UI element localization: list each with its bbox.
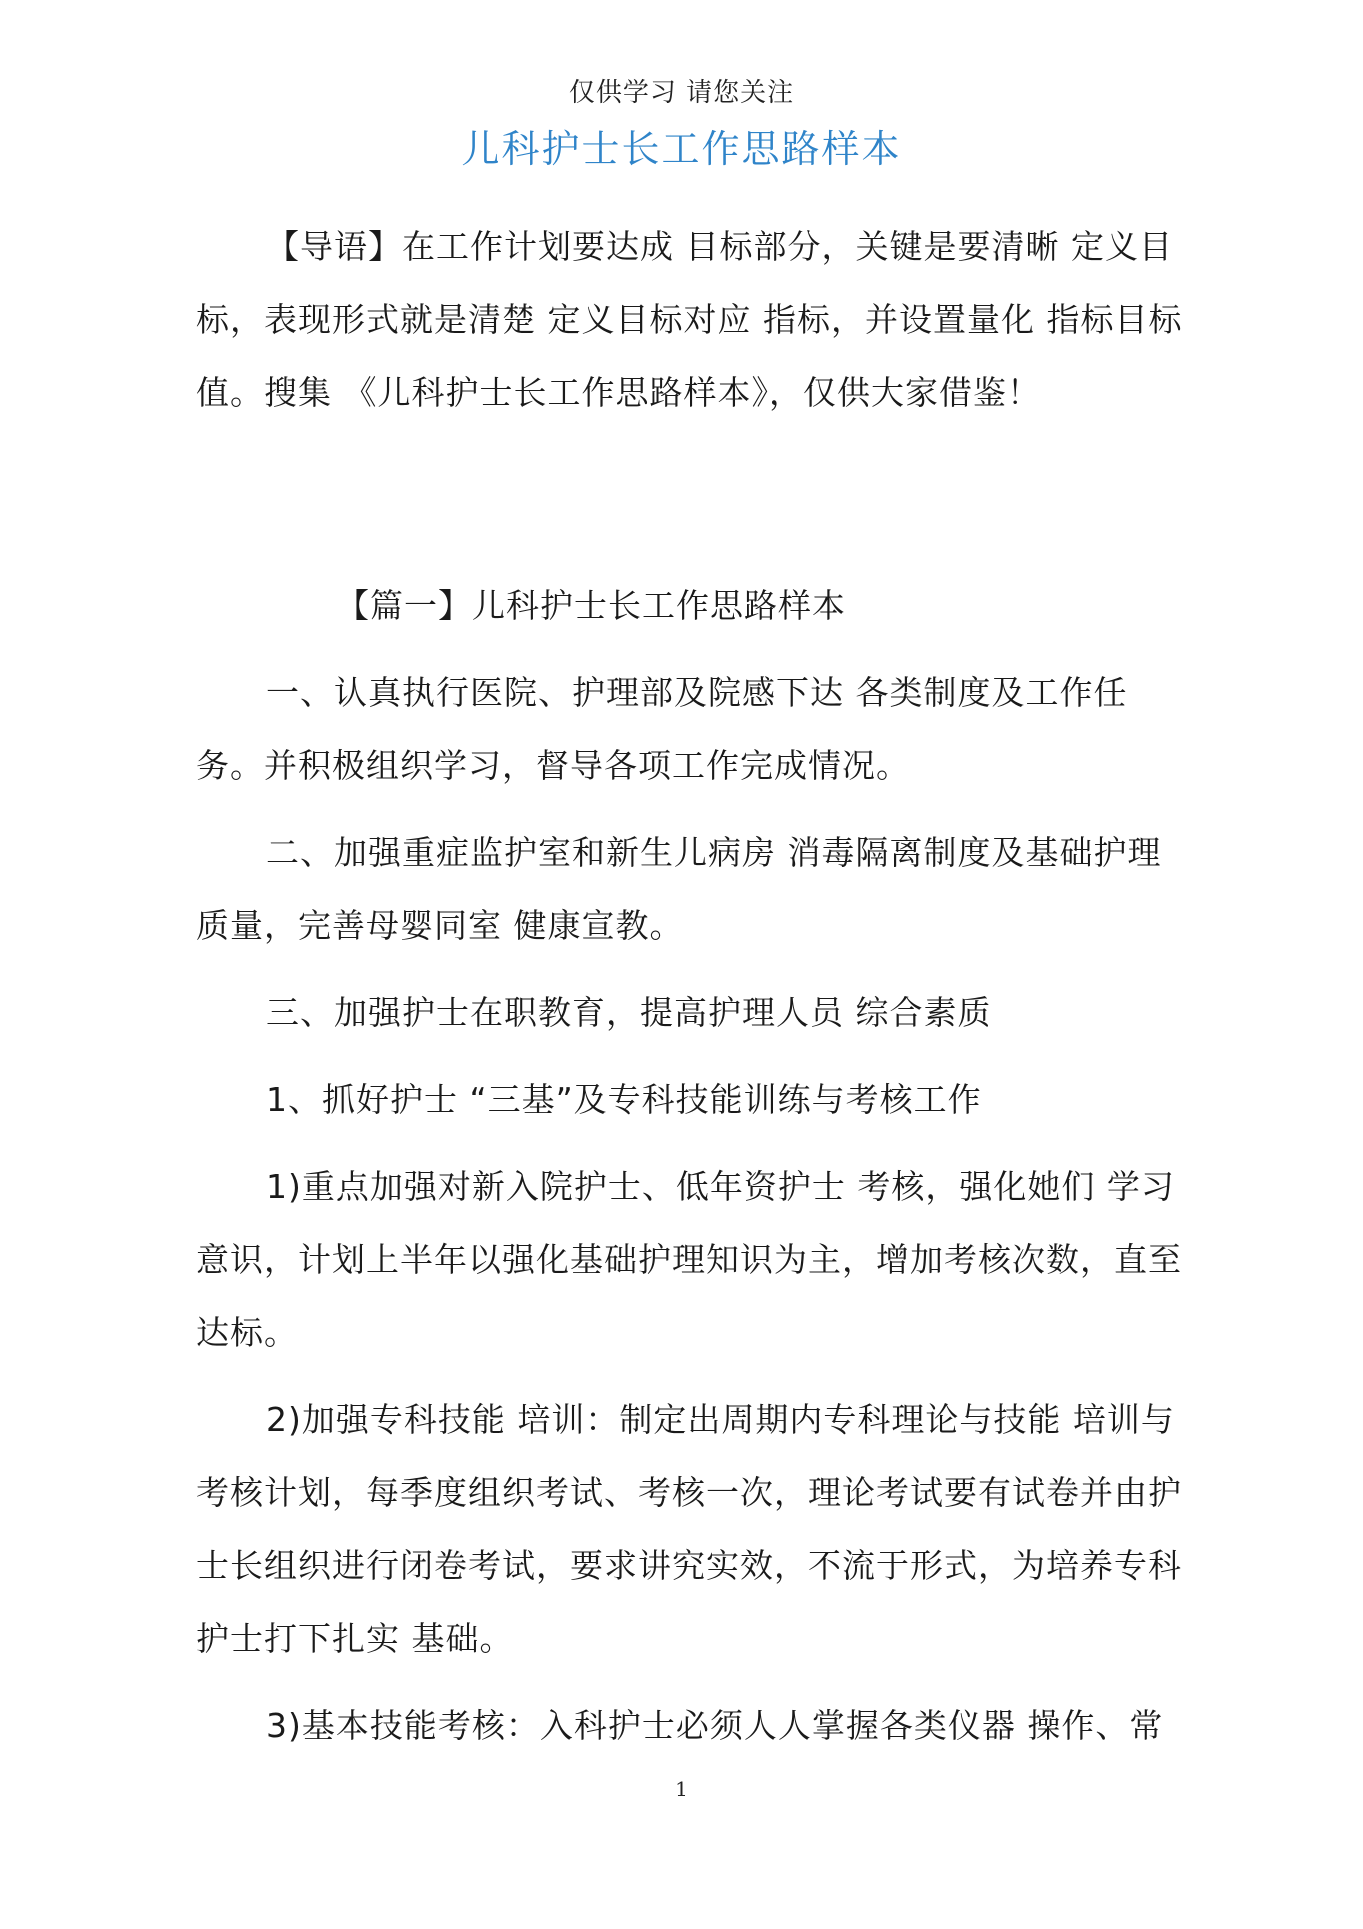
document-body bbox=[196, 210, 1186, 1776]
paragraph-2: 二、加强重症监护室和新生儿病房 消毒隔离制度及基础护理质量，完善母婴同室 健康宣教。 bbox=[196, 833, 1162, 945]
paragraph-4: 1、抓好护士 “三基”及专科技能训练与考核工作 bbox=[266, 1080, 982, 1119]
header-note: 仅供学习 请您关注 bbox=[568, 78, 795, 108]
paragraph-5: 1)重点加强对新入院护士、低年资护士 考核，强化她们 学习意识，计划上半年以强化基础护理知识为主，增加考核次数，直至达标。 bbox=[196, 1167, 1182, 1352]
intro-paragraph: 【导语】在工作计划要达成 目标部分，关键是要清晰 定义目标，表现形式就是清楚 定义目标对应 指标，并设置量化 指标目标值。搜集 《儿科护士长工作思路样本》，仅供大家借鉴！ bbox=[196, 227, 1183, 412]
section-heading: 【篇一】儿科护士长工作思路样本 bbox=[336, 586, 846, 625]
paragraph-3: 三、加强护士在职教育，提高护理人员 综合素质 bbox=[266, 993, 992, 1032]
page-number: 1 bbox=[675, 1777, 688, 1801]
paragraph-7: 3)基本技能考核：入科护士必须人人掌握各类仪器 操作、常 bbox=[266, 1706, 1164, 1745]
document-title: 儿科护士长工作思路样本 bbox=[461, 127, 902, 171]
paragraph-1: 一、认真执行医院、护理部及院感下达 各类制度及工作任务。并积极组织学习，督导各项工作完成情况。 bbox=[196, 673, 1128, 785]
paragraph-6: 2)加强专科技能 培训：制定出周期内专科理论与技能 培训与考核计划，每季度组织考试、考核一次，理论考试要有试卷并由护士长组织进行闭卷考试，要求讲究实效，不流于形式，为培养专科护士打下扎实 基础。 bbox=[196, 1400, 1182, 1658]
